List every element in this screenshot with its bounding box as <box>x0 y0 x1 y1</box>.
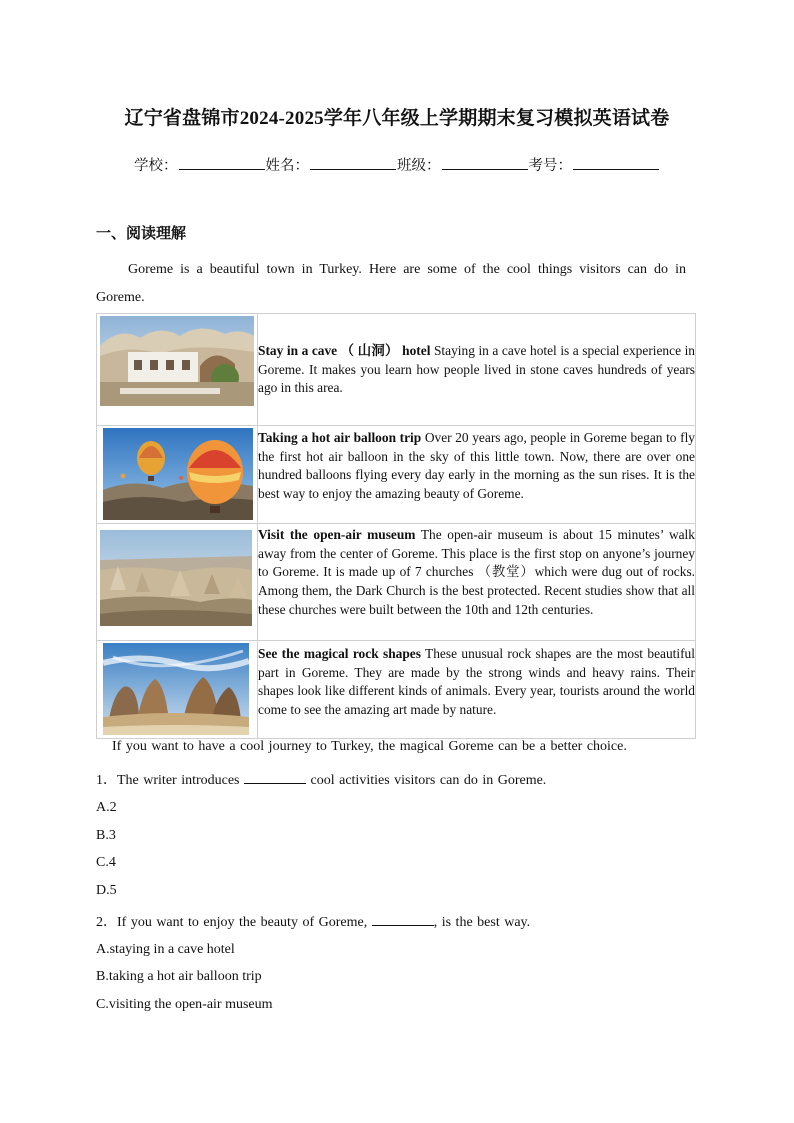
cave-hotel-image <box>100 316 254 406</box>
name-label: 姓名： <box>265 158 309 174</box>
image-cell <box>97 641 258 739</box>
row-body: Staying in a cave hotel is a special experience in Goreme. It makes you learn how people lived in stone caves hundreds of years ago in this area. <box>258 343 695 396</box>
rock-shapes-image <box>103 643 249 735</box>
student-info-line <box>0 154 794 175</box>
table-row <box>97 314 696 426</box>
passage-closing: If you want to have a cool journey to Turkey, the magical Goreme can be a better choice. <box>112 739 627 754</box>
question-1-option-c[interactable]: C.4 <box>96 855 116 870</box>
class-label: 班级： <box>397 158 441 174</box>
exam-title: 辽宁省盘锦市2024-2025学年八年级上学期期末复习模拟英语试卷 <box>124 108 670 129</box>
row-text <box>258 641 696 739</box>
row-heading: See the magical rock shapes <box>258 646 421 661</box>
question-2-stem-start: 2．If you want to enjoy the beauty of Goreme, <box>96 915 372 930</box>
class-blank[interactable] <box>442 157 528 170</box>
school-blank[interactable] <box>179 157 265 170</box>
name-blank[interactable] <box>310 157 396 170</box>
question-2-option-c[interactable]: C.visiting the open-air museum <box>96 997 273 1012</box>
row-text <box>258 524 696 641</box>
activities-table <box>96 313 696 739</box>
question-2-option-a[interactable]: A.staying in a cave hotel <box>96 942 235 957</box>
question-1-option-b[interactable]: B.3 <box>96 828 116 843</box>
image-cell <box>97 314 258 426</box>
question-1-stem-end: cool activities visitors can do in Goreme. <box>306 773 547 788</box>
question-1 <box>96 769 546 789</box>
row-text <box>258 314 696 426</box>
exam-number-label: 考号： <box>528 158 572 174</box>
section-heading: 一、阅读理解 <box>96 226 187 242</box>
table-row <box>97 524 696 641</box>
row-body: Over 20 years ago, people in Goreme began to fly the first hot air balloon in the sky of this little town. Now, there are over one hundred balloons flying every day early in the morning as the sun rises. It is the best way to enjoy the amazing beauty of Goreme. <box>258 430 695 502</box>
question-2-blank[interactable] <box>372 913 434 926</box>
question-2-stem-end: , is the best way. <box>433 915 531 930</box>
image-cell <box>97 426 258 524</box>
question-1-blank[interactable] <box>244 771 306 784</box>
row-body: The open-air museum is about 15 minutes’ walk away from the center of Goreme. This place is the first stop on anyone’s journey to Goreme. It is made up of 7 churches （教堂）which were dug out of rocks. Among them, the Dark Church is the best protected. Recent studies show that all these churches were built between the 10th and 12th centuries. <box>258 527 695 617</box>
row-text <box>258 426 696 524</box>
exam-number-blank[interactable] <box>573 157 659 170</box>
question-1-option-d[interactable]: D.5 <box>96 883 117 898</box>
row-heading: Taking a hot air balloon trip <box>258 430 422 445</box>
image-cell <box>97 524 258 641</box>
question-2 <box>96 911 530 931</box>
school-label: 学校： <box>134 158 178 174</box>
row-heading: Visit the open-air museum <box>258 527 416 542</box>
question-1-stem-start: 1．The writer introduces <box>96 773 245 788</box>
row-body: These unusual rock shapes are the most beautiful part in Goreme. They are made by the strong winds and heavy rains. Their shapes look like different kinds of animals. Every year, tourists around the world come to see the amazing art made by nature. <box>258 646 695 718</box>
passage-intro: Goreme is a beautiful town in Turkey. Here are some of the cool things visitors can do in Goreme. <box>96 262 686 305</box>
table-row <box>97 641 696 739</box>
question-1-option-a[interactable]: A.2 <box>96 800 117 815</box>
question-2-option-b[interactable]: B.taking a hot air balloon trip <box>96 969 262 984</box>
row-heading: Stay in a cave （ 山洞） hotel <box>258 343 431 358</box>
hot-air-balloon-image <box>103 428 253 520</box>
open-air-museum-image <box>100 530 252 626</box>
table-row <box>97 426 696 524</box>
